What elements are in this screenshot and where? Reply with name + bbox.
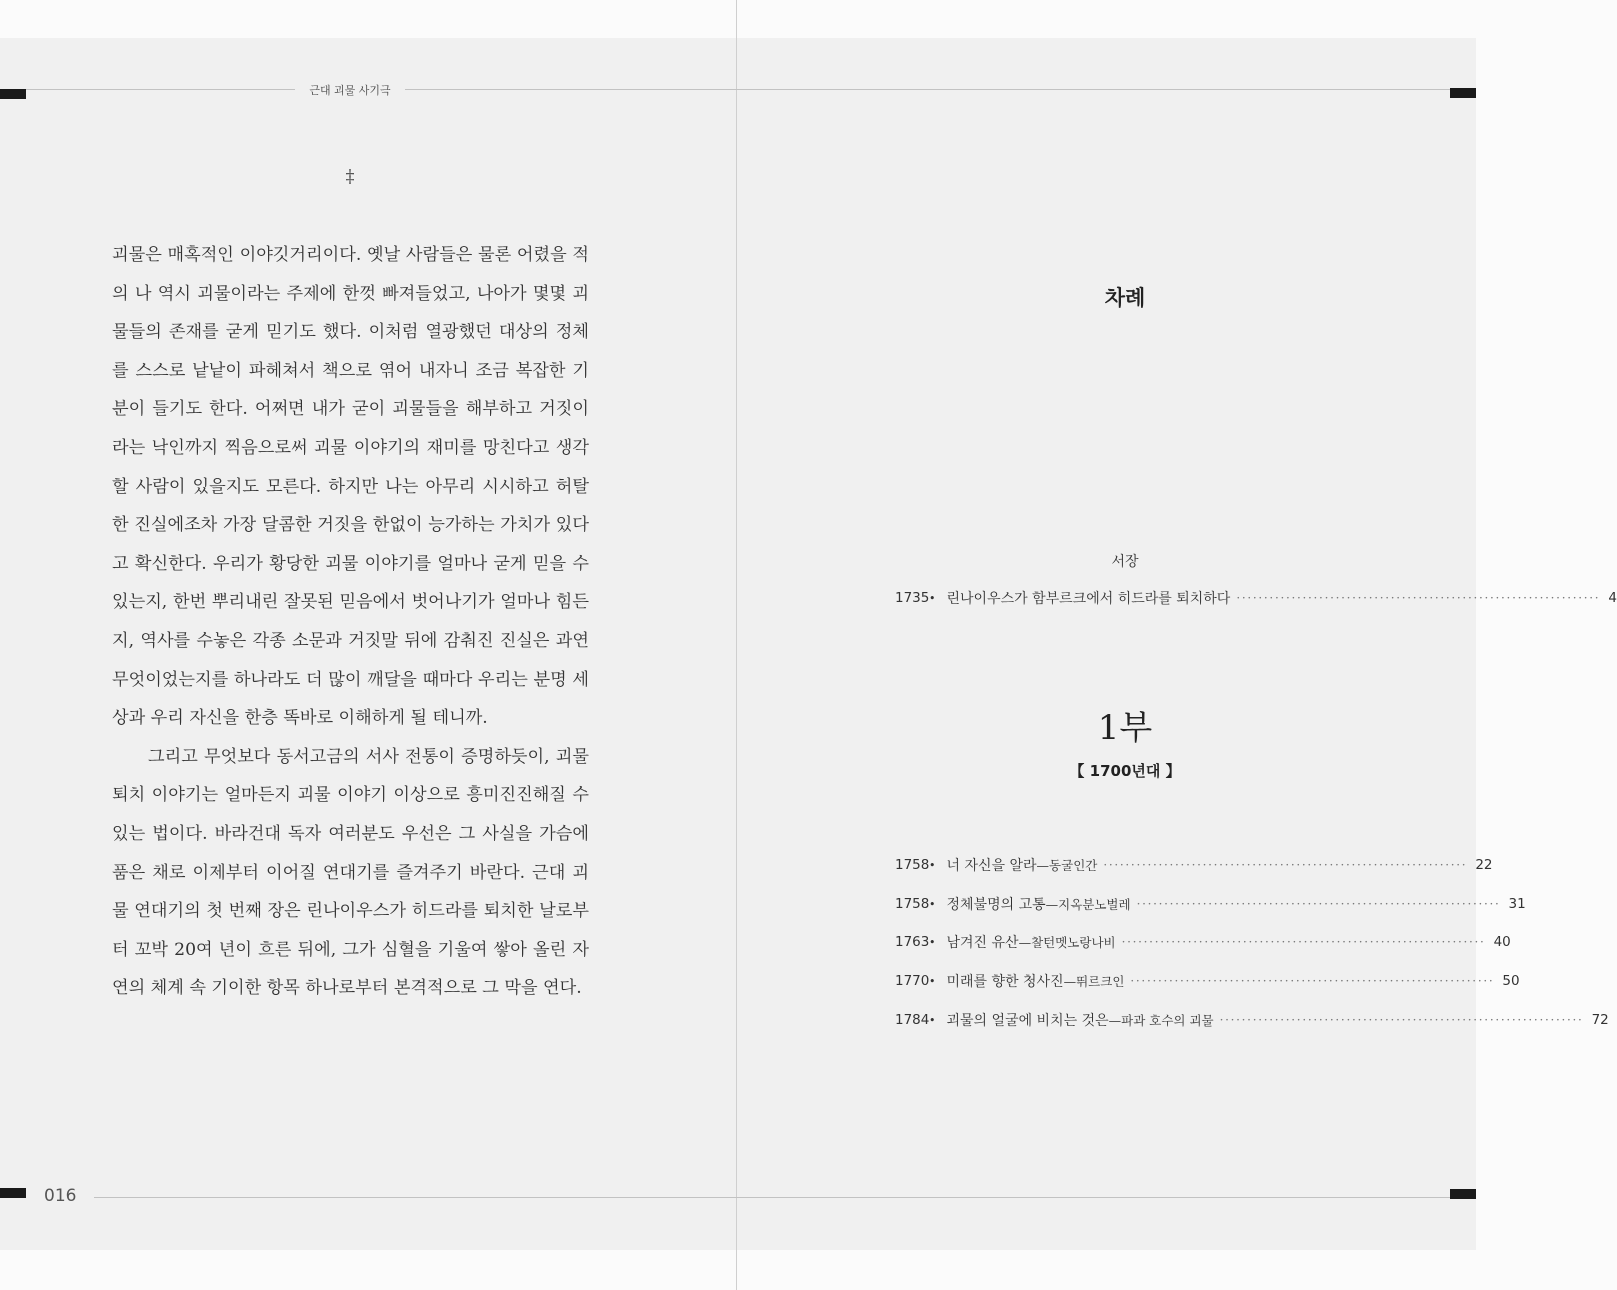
em-dash: — <box>1018 934 1032 950</box>
toc-title-text: 린나이우스가 함부르크에서 히드라를 퇴치하다 <box>946 591 1231 607</box>
em-dash: — <box>1108 1012 1122 1028</box>
bullet-icon: • <box>929 935 936 949</box>
toc-year: 1763 <box>895 934 930 950</box>
toc-page: 22 <box>1475 857 1493 873</box>
dot-leader: ·································································· <box>1130 974 1495 988</box>
toc-page: 50 <box>1502 973 1520 989</box>
toc-title-text: 정체불명의 고통 <box>946 897 1046 913</box>
spine-gutter <box>736 0 737 1290</box>
toc-entry[interactable] <box>895 854 1493 876</box>
body-text <box>112 236 589 1008</box>
running-head: 근대 괴물 사기극 <box>295 82 405 98</box>
bottom-rule <box>94 1197 1450 1198</box>
crop-mark-top-right <box>1450 88 1476 98</box>
toc-year: 1735 <box>895 590 930 606</box>
em-dash: — <box>1045 896 1059 912</box>
toc-subtitle: 찰턴멧노랑나비 <box>1031 935 1116 950</box>
toc-year: 1784 <box>895 1012 930 1028</box>
toc-title-text: 괴물의 얼굴에 비치는 것은 <box>946 1013 1109 1029</box>
toc-year: 1758 <box>895 896 930 912</box>
toc-title-text: 남겨진 유산 <box>946 935 1019 951</box>
toc-entry[interactable] <box>895 970 1520 992</box>
bullet-icon: • <box>929 1013 936 1027</box>
prologue-label: 서장 <box>1111 554 1139 570</box>
toc-year: 1770 <box>895 973 930 989</box>
top-rule <box>26 89 1450 90</box>
dot-leader: ·································································· <box>1103 858 1468 872</box>
dot-leader: ·································································· <box>1136 897 1501 911</box>
toc-subtitle: 지옥분노벌레 <box>1058 897 1131 912</box>
toc-page: 40 <box>1493 934 1511 950</box>
toc-subtitle: 동굴인간 <box>1049 858 1098 873</box>
paragraph: 괴물은 매혹적인 이야깃거리이다. 옛날 사람들은 물론 어렸을 적의 나 역시 괴물이라는 주제에 한껏 빠져들었고, 나아가 몇몇 괴물들의 존재를 굳게 믿기도 했다. 이처럼 열광했던 대상의 정체를 스스로 낱낱이 파헤쳐서 책으로 엮어 내자니 조금 복잡한 기분이 들기도 한다. 어쩌면 내가 굳이 괴물들을 해부하고 거짓이라는 낙인까지 찍음으로써 괴물 이야기의 재미를 망친다고 생각할 사람이 있을지도 모른다. 하지만 나는 아무리 시시하고 허탈한 진실에조차 가장 달콤한 거짓을 한없이 능가하는 가치가 있다고 확신한다. 우리가 황당한 괴물 이야기를 얼마나 굳게 믿을 수 있는지, 한번 뿌리내린 잘못된 믿음에서 벗어나기가 얼마나 힘든지, 역사를 수놓은 각종 소문과 거짓말 뒤에 감춰진 진실은 과연 무엇이었는지를 하나라도 더 많이 깨달을 때마다 우리는 분명 세상과 우리 자신을 한층 똑바로 이해하게 될 테니까. <box>112 245 589 729</box>
toc-entry[interactable] <box>895 1009 1609 1031</box>
dot-leader: ·································································· <box>1236 591 1601 605</box>
bullet-icon: • <box>929 591 936 605</box>
em-dash: — <box>1063 973 1077 989</box>
toc-page: 31 <box>1508 896 1526 912</box>
paragraph: 그리고 무엇보다 동서고금의 서사 전통이 증명하듯이, 괴물 퇴치 이야기는 얼마든지 괴물 이야기 이상으로 흥미진진해질 수 있는 법이다. 바라건대 독자 여러분도 우선은 그 사실을 가슴에 품은 채로 이제부터 이어질 연대기를 즐겨주기 바란다. 근대 괴물 연대기의 첫 번째 장은 린나이우스가 히드라를 퇴치한 날로부터 꼬박 20여 년이 흐른 뒤에, 그가 심혈을 기울여 쌓아 올린 자연의 체계 속 기이한 항목 하나로부터 본격적으로 그 막을 연다. <box>112 746 589 999</box>
toc-year: 1758 <box>895 857 930 873</box>
toc-entry-prologue[interactable] <box>895 587 1617 609</box>
toc-title-text: 미래를 향한 청사진 <box>946 974 1064 990</box>
dot-leader: ·································································· <box>1219 1013 1584 1027</box>
toc-page: 72 <box>1591 1012 1609 1028</box>
toc-entry[interactable] <box>895 893 1526 915</box>
toc-entry[interactable] <box>895 931 1511 953</box>
toc-page: 4 <box>1608 590 1617 606</box>
em-dash: — <box>1036 857 1050 873</box>
bullet-icon: • <box>929 897 936 911</box>
toc-title-text: 너 자신을 알라 <box>946 858 1037 874</box>
crop-mark-bottom-left <box>0 1188 26 1198</box>
dot-leader: ·································································· <box>1121 935 1486 949</box>
bullet-icon: • <box>929 974 936 988</box>
dagger-ornament: ‡ <box>345 166 355 187</box>
bullet-icon: • <box>929 858 936 872</box>
toc-title: 차례 <box>1104 286 1146 310</box>
crop-mark-bottom-right <box>1450 1189 1476 1199</box>
toc-subtitle: 파과 호수의 괴물 <box>1121 1013 1214 1028</box>
crop-mark-top-left <box>0 89 26 99</box>
page-number: 016 <box>44 1186 77 1206</box>
part-subtitle: 【 1700년대 】 <box>1069 762 1181 780</box>
toc-subtitle: 뛰르크인 <box>1076 974 1125 989</box>
part-title: 1부 <box>1097 708 1153 748</box>
